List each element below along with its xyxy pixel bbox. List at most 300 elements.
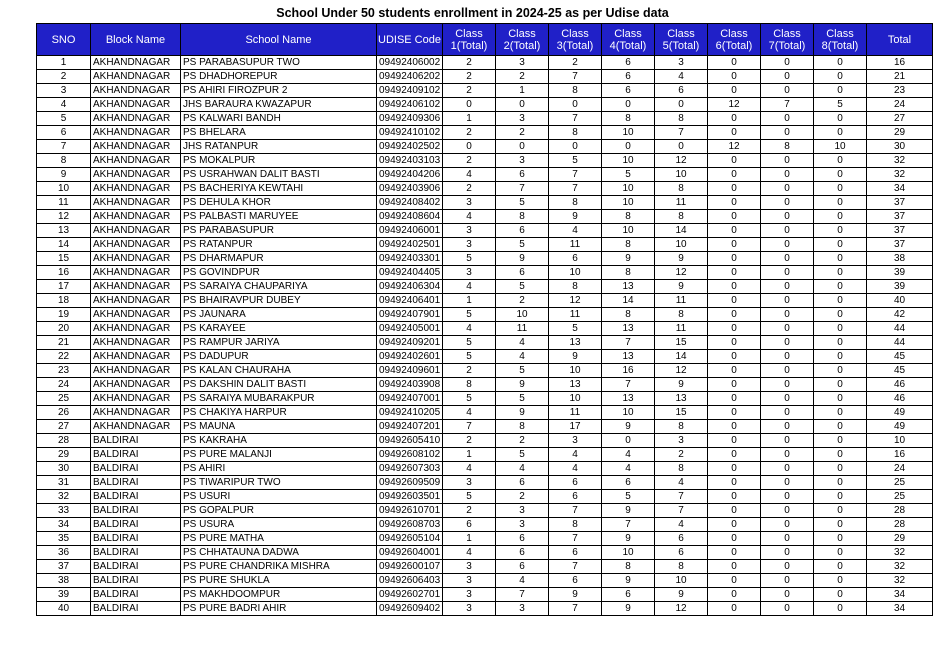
total-cell: 32: [867, 546, 933, 560]
class7-cell: 8: [761, 140, 814, 154]
class3-cell: 7: [549, 532, 602, 546]
class1-cell: 2: [443, 504, 496, 518]
block-name-cell: AKHANDNAGAR: [91, 252, 181, 266]
class4-cell: 7: [602, 378, 655, 392]
block-name-cell: AKHANDNAGAR: [91, 224, 181, 238]
class8-cell: 0: [814, 462, 867, 476]
class7-cell: 0: [761, 210, 814, 224]
class3-cell: 7: [549, 112, 602, 126]
block-name-cell: AKHANDNAGAR: [91, 98, 181, 112]
class5-cell: 14: [655, 224, 708, 238]
class7-cell: 0: [761, 70, 814, 84]
block-name-cell: BALDIRAI: [91, 434, 181, 448]
udise-code-cell: 09492404206: [377, 168, 443, 182]
block-name-cell: AKHANDNAGAR: [91, 308, 181, 322]
class2-cell: 2: [496, 70, 549, 84]
school-name-cell: PS PURE BADRI AHIR: [181, 602, 377, 616]
class7-cell: 0: [761, 224, 814, 238]
class7-cell: 0: [761, 392, 814, 406]
udise-code-cell: 09492406202: [377, 70, 443, 84]
class3-cell: 6: [549, 490, 602, 504]
school-name-cell: PS DAKSHIN DALIT BASTI: [181, 378, 377, 392]
class3-cell: 0: [549, 140, 602, 154]
class7-cell: 0: [761, 252, 814, 266]
class3-cell: 5: [549, 322, 602, 336]
class3-cell: 0: [549, 98, 602, 112]
class6-cell: 0: [708, 84, 761, 98]
class5-cell: 4: [655, 70, 708, 84]
school-name-cell: PS USURI: [181, 490, 377, 504]
class4-cell: 16: [602, 364, 655, 378]
sno-cell: 26: [37, 406, 91, 420]
class1-cell: 5: [443, 308, 496, 322]
table-row: [37, 280, 933, 294]
class2-cell: 9: [496, 252, 549, 266]
sno-cell: 14: [37, 238, 91, 252]
class1-cell: 3: [443, 238, 496, 252]
class5-cell: 7: [655, 490, 708, 504]
class8-cell: 0: [814, 294, 867, 308]
class7-cell: 0: [761, 448, 814, 462]
block-name-cell: BALDIRAI: [91, 518, 181, 532]
school-name-cell: PS MOKALPUR: [181, 154, 377, 168]
table-row: [37, 266, 933, 280]
udise-code-cell: 09492406001: [377, 224, 443, 238]
table-row: [37, 140, 933, 154]
class2-cell: 5: [496, 448, 549, 462]
total-cell: 28: [867, 518, 933, 532]
column-header: UDISE Code: [377, 24, 443, 56]
class2-cell: 3: [496, 112, 549, 126]
class8-cell: 0: [814, 504, 867, 518]
sno-cell: 8: [37, 154, 91, 168]
class1-cell: 5: [443, 252, 496, 266]
school-name-cell: PS RAMPUR JARIYA: [181, 336, 377, 350]
class8-cell: 0: [814, 546, 867, 560]
school-name-cell: PS GOPALPUR: [181, 504, 377, 518]
class6-cell: 0: [708, 406, 761, 420]
class3-cell: 9: [549, 588, 602, 602]
total-cell: 40: [867, 294, 933, 308]
total-cell: 24: [867, 462, 933, 476]
class8-cell: 0: [814, 154, 867, 168]
table-row: [37, 546, 933, 560]
class5-cell: 15: [655, 406, 708, 420]
class5-cell: 10: [655, 574, 708, 588]
column-header: Class 1(Total): [443, 24, 496, 56]
udise-code-cell: 09492406401: [377, 294, 443, 308]
class4-cell: 0: [602, 140, 655, 154]
class6-cell: 0: [708, 602, 761, 616]
class1-cell: 3: [443, 602, 496, 616]
udise-code-cell: 09492406304: [377, 280, 443, 294]
table-row: [37, 84, 933, 98]
table-row: [37, 462, 933, 476]
class4-cell: 10: [602, 126, 655, 140]
table-row: [37, 56, 933, 70]
class2-cell: 6: [496, 560, 549, 574]
class5-cell: 7: [655, 126, 708, 140]
class2-cell: 10: [496, 308, 549, 322]
class3-cell: 7: [549, 504, 602, 518]
table-row: [37, 378, 933, 392]
class2-cell: 11: [496, 322, 549, 336]
total-cell: 30: [867, 140, 933, 154]
class6-cell: 0: [708, 280, 761, 294]
class2-cell: 3: [496, 504, 549, 518]
udise-code-cell: 09492603501: [377, 490, 443, 504]
class2-cell: 6: [496, 168, 549, 182]
udise-code-cell: 09492403906: [377, 182, 443, 196]
class1-cell: 4: [443, 168, 496, 182]
class5-cell: 6: [655, 532, 708, 546]
total-cell: 34: [867, 588, 933, 602]
class4-cell: 8: [602, 210, 655, 224]
udise-code-cell: 09492404405: [377, 266, 443, 280]
total-cell: 42: [867, 308, 933, 322]
document-title: School Under 50 students enrollment in 2024-25 as per Udise data: [276, 6, 669, 20]
class3-cell: 8: [549, 84, 602, 98]
class3-cell: 3: [549, 434, 602, 448]
class3-cell: 4: [549, 448, 602, 462]
class8-cell: 0: [814, 490, 867, 504]
table-row: [37, 336, 933, 350]
class2-cell: 4: [496, 462, 549, 476]
class2-cell: 6: [496, 546, 549, 560]
class3-cell: 9: [549, 210, 602, 224]
class6-cell: 0: [708, 308, 761, 322]
total-cell: 34: [867, 602, 933, 616]
sno-cell: 2: [37, 70, 91, 84]
class4-cell: 0: [602, 98, 655, 112]
class4-cell: 4: [602, 448, 655, 462]
class1-cell: 3: [443, 266, 496, 280]
class2-cell: 4: [496, 350, 549, 364]
class5-cell: 8: [655, 182, 708, 196]
column-header: Class 7(Total): [761, 24, 814, 56]
class4-cell: 0: [602, 434, 655, 448]
class7-cell: 0: [761, 336, 814, 350]
class7-cell: 0: [761, 406, 814, 420]
class4-cell: 5: [602, 168, 655, 182]
class3-cell: 10: [549, 266, 602, 280]
block-name-cell: AKHANDNAGAR: [91, 112, 181, 126]
class6-cell: 0: [708, 476, 761, 490]
class7-cell: 0: [761, 532, 814, 546]
class2-cell: 6: [496, 266, 549, 280]
class5-cell: 4: [655, 476, 708, 490]
class3-cell: 5: [549, 154, 602, 168]
class5-cell: 9: [655, 252, 708, 266]
table-header: [37, 24, 933, 56]
school-name-cell: PS MAKHDOOMPUR: [181, 588, 377, 602]
class4-cell: 10: [602, 406, 655, 420]
udise-code-cell: 09492407901: [377, 308, 443, 322]
class2-cell: 2: [496, 490, 549, 504]
sno-cell: 20: [37, 322, 91, 336]
udise-code-cell: 09492409201: [377, 336, 443, 350]
class4-cell: 13: [602, 280, 655, 294]
sno-cell: 9: [37, 168, 91, 182]
class5-cell: 10: [655, 238, 708, 252]
class3-cell: 7: [549, 182, 602, 196]
class4-cell: 6: [602, 70, 655, 84]
school-name-cell: PS PURE CHANDRIKA MISHRA: [181, 560, 377, 574]
class7-cell: 0: [761, 112, 814, 126]
sno-cell: 33: [37, 504, 91, 518]
block-name-cell: AKHANDNAGAR: [91, 56, 181, 70]
total-cell: 25: [867, 476, 933, 490]
class7-cell: 0: [761, 182, 814, 196]
table-row: [37, 308, 933, 322]
class1-cell: 4: [443, 280, 496, 294]
class3-cell: 7: [549, 70, 602, 84]
school-name-cell: PS BACHERIYA KEWTAHI: [181, 182, 377, 196]
block-name-cell: AKHANDNAGAR: [91, 168, 181, 182]
school-name-cell: PS AHIRI: [181, 462, 377, 476]
block-name-cell: AKHANDNAGAR: [91, 266, 181, 280]
block-name-cell: AKHANDNAGAR: [91, 322, 181, 336]
sno-cell: 25: [37, 392, 91, 406]
block-name-cell: BALDIRAI: [91, 546, 181, 560]
class8-cell: 0: [814, 378, 867, 392]
table-row: [37, 420, 933, 434]
class8-cell: 0: [814, 210, 867, 224]
class7-cell: 0: [761, 56, 814, 70]
school-name-cell: PS SARAIYA MUBARAKPUR: [181, 392, 377, 406]
class2-cell: 7: [496, 182, 549, 196]
class4-cell: 9: [602, 420, 655, 434]
school-name-cell: PS KALAN CHAURAHA: [181, 364, 377, 378]
sno-cell: 22: [37, 350, 91, 364]
class2-cell: 1: [496, 84, 549, 98]
udise-code-cell: 09492405001: [377, 322, 443, 336]
udise-code-cell: 09492409601: [377, 364, 443, 378]
class1-cell: 4: [443, 462, 496, 476]
class1-cell: 5: [443, 490, 496, 504]
class6-cell: 0: [708, 574, 761, 588]
class6-cell: 0: [708, 378, 761, 392]
class1-cell: 5: [443, 336, 496, 350]
block-name-cell: BALDIRAI: [91, 532, 181, 546]
class3-cell: 7: [549, 602, 602, 616]
table-row: [37, 392, 933, 406]
class6-cell: 0: [708, 112, 761, 126]
sno-cell: 23: [37, 364, 91, 378]
class4-cell: 9: [602, 602, 655, 616]
class6-cell: 0: [708, 154, 761, 168]
total-cell: 10: [867, 434, 933, 448]
class7-cell: 0: [761, 434, 814, 448]
class5-cell: 8: [655, 560, 708, 574]
sno-cell: 15: [37, 252, 91, 266]
sno-cell: 30: [37, 462, 91, 476]
table-row: [37, 322, 933, 336]
class8-cell: 0: [814, 126, 867, 140]
class4-cell: 7: [602, 336, 655, 350]
class5-cell: 8: [655, 308, 708, 322]
class3-cell: 7: [549, 560, 602, 574]
class6-cell: 0: [708, 518, 761, 532]
block-name-cell: AKHANDNAGAR: [91, 210, 181, 224]
class7-cell: 0: [761, 476, 814, 490]
school-name-cell: PS DHARMAPUR: [181, 252, 377, 266]
sno-cell: 1: [37, 56, 91, 70]
class7-cell: 0: [761, 308, 814, 322]
school-name-cell: PS DADUPUR: [181, 350, 377, 364]
class8-cell: 0: [814, 280, 867, 294]
class5-cell: 2: [655, 448, 708, 462]
school-name-cell: PS GOVINDPUR: [181, 266, 377, 280]
class6-cell: 0: [708, 504, 761, 518]
total-cell: 37: [867, 238, 933, 252]
class3-cell: 11: [549, 308, 602, 322]
class3-cell: 6: [549, 252, 602, 266]
sno-cell: 39: [37, 588, 91, 602]
sno-cell: 27: [37, 420, 91, 434]
class6-cell: 0: [708, 70, 761, 84]
class4-cell: 6: [602, 588, 655, 602]
class8-cell: 5: [814, 98, 867, 112]
block-name-cell: AKHANDNAGAR: [91, 280, 181, 294]
class1-cell: 5: [443, 392, 496, 406]
school-name-cell: JHS RATANPUR: [181, 140, 377, 154]
class1-cell: 2: [443, 56, 496, 70]
class5-cell: 8: [655, 462, 708, 476]
udise-code-cell: 09492402501: [377, 238, 443, 252]
class4-cell: 10: [602, 182, 655, 196]
class4-cell: 10: [602, 546, 655, 560]
class8-cell: 0: [814, 336, 867, 350]
class5-cell: 13: [655, 392, 708, 406]
class3-cell: 4: [549, 224, 602, 238]
class7-cell: 0: [761, 518, 814, 532]
udise-code-cell: 09492408402: [377, 196, 443, 210]
class5-cell: 0: [655, 98, 708, 112]
udise-code-cell: 09492608703: [377, 518, 443, 532]
udise-code-cell: 09492608102: [377, 448, 443, 462]
class4-cell: 6: [602, 84, 655, 98]
total-cell: 25: [867, 490, 933, 504]
class7-cell: 0: [761, 126, 814, 140]
udise-code-cell: 09492408604: [377, 210, 443, 224]
class2-cell: 8: [496, 210, 549, 224]
class8-cell: 0: [814, 602, 867, 616]
table-row: [37, 588, 933, 602]
sno-cell: 10: [37, 182, 91, 196]
school-name-cell: JHS BARAURA KWAZAPUR: [181, 98, 377, 112]
total-cell: 46: [867, 378, 933, 392]
total-cell: 46: [867, 392, 933, 406]
udise-code-cell: 09492604001: [377, 546, 443, 560]
class8-cell: 0: [814, 252, 867, 266]
class7-cell: 0: [761, 196, 814, 210]
class7-cell: 0: [761, 154, 814, 168]
class6-cell: 0: [708, 350, 761, 364]
class2-cell: 3: [496, 56, 549, 70]
class1-cell: 6: [443, 518, 496, 532]
class7-cell: 0: [761, 574, 814, 588]
class6-cell: 12: [708, 98, 761, 112]
class5-cell: 12: [655, 602, 708, 616]
class4-cell: 8: [602, 308, 655, 322]
block-name-cell: AKHANDNAGAR: [91, 182, 181, 196]
block-name-cell: AKHANDNAGAR: [91, 392, 181, 406]
class4-cell: 9: [602, 252, 655, 266]
block-name-cell: AKHANDNAGAR: [91, 336, 181, 350]
class2-cell: 0: [496, 140, 549, 154]
class6-cell: 0: [708, 420, 761, 434]
class3-cell: 8: [549, 126, 602, 140]
column-header: Class 5(Total): [655, 24, 708, 56]
class8-cell: 0: [814, 182, 867, 196]
table-row: [37, 168, 933, 182]
sno-cell: 32: [37, 490, 91, 504]
block-name-cell: AKHANDNAGAR: [91, 378, 181, 392]
class6-cell: 0: [708, 462, 761, 476]
total-cell: 32: [867, 560, 933, 574]
udise-code-cell: 09492403908: [377, 378, 443, 392]
class5-cell: 12: [655, 154, 708, 168]
class6-cell: 0: [708, 196, 761, 210]
column-header: SNO: [37, 24, 91, 56]
class6-cell: 0: [708, 588, 761, 602]
class8-cell: 0: [814, 532, 867, 546]
class2-cell: 2: [496, 126, 549, 140]
class2-cell: 2: [496, 434, 549, 448]
udise-code-cell: 09492407201: [377, 420, 443, 434]
class6-cell: 0: [708, 532, 761, 546]
class4-cell: 9: [602, 504, 655, 518]
class8-cell: 0: [814, 168, 867, 182]
school-name-cell: PS KARAYEE: [181, 322, 377, 336]
class5-cell: 9: [655, 280, 708, 294]
class6-cell: 0: [708, 168, 761, 182]
class4-cell: 8: [602, 560, 655, 574]
class8-cell: 0: [814, 518, 867, 532]
table-row: [37, 224, 933, 238]
class1-cell: 8: [443, 378, 496, 392]
class8-cell: 0: [814, 350, 867, 364]
class8-cell: 0: [814, 224, 867, 238]
sno-cell: 19: [37, 308, 91, 322]
class2-cell: 4: [496, 336, 549, 350]
block-name-cell: AKHANDNAGAR: [91, 70, 181, 84]
table-body: [37, 56, 933, 616]
class1-cell: 3: [443, 196, 496, 210]
udise-code-cell: 09492407001: [377, 392, 443, 406]
school-name-cell: PS PALBASTI MARUYEE: [181, 210, 377, 224]
total-cell: 45: [867, 350, 933, 364]
school-name-cell: PS CHHATAUNA DADWA: [181, 546, 377, 560]
udise-code-cell: 09492410205: [377, 406, 443, 420]
class8-cell: 0: [814, 448, 867, 462]
class1-cell: 3: [443, 588, 496, 602]
sno-cell: 13: [37, 224, 91, 238]
column-header: School Name: [181, 24, 377, 56]
total-cell: 16: [867, 56, 933, 70]
class3-cell: 10: [549, 364, 602, 378]
block-name-cell: BALDIRAI: [91, 448, 181, 462]
school-name-cell: PS PARABASUPUR: [181, 224, 377, 238]
class8-cell: 10: [814, 140, 867, 154]
class7-cell: 0: [761, 84, 814, 98]
class1-cell: 3: [443, 574, 496, 588]
class2-cell: 5: [496, 238, 549, 252]
table-row: [37, 434, 933, 448]
class3-cell: 6: [549, 574, 602, 588]
class6-cell: 12: [708, 140, 761, 154]
